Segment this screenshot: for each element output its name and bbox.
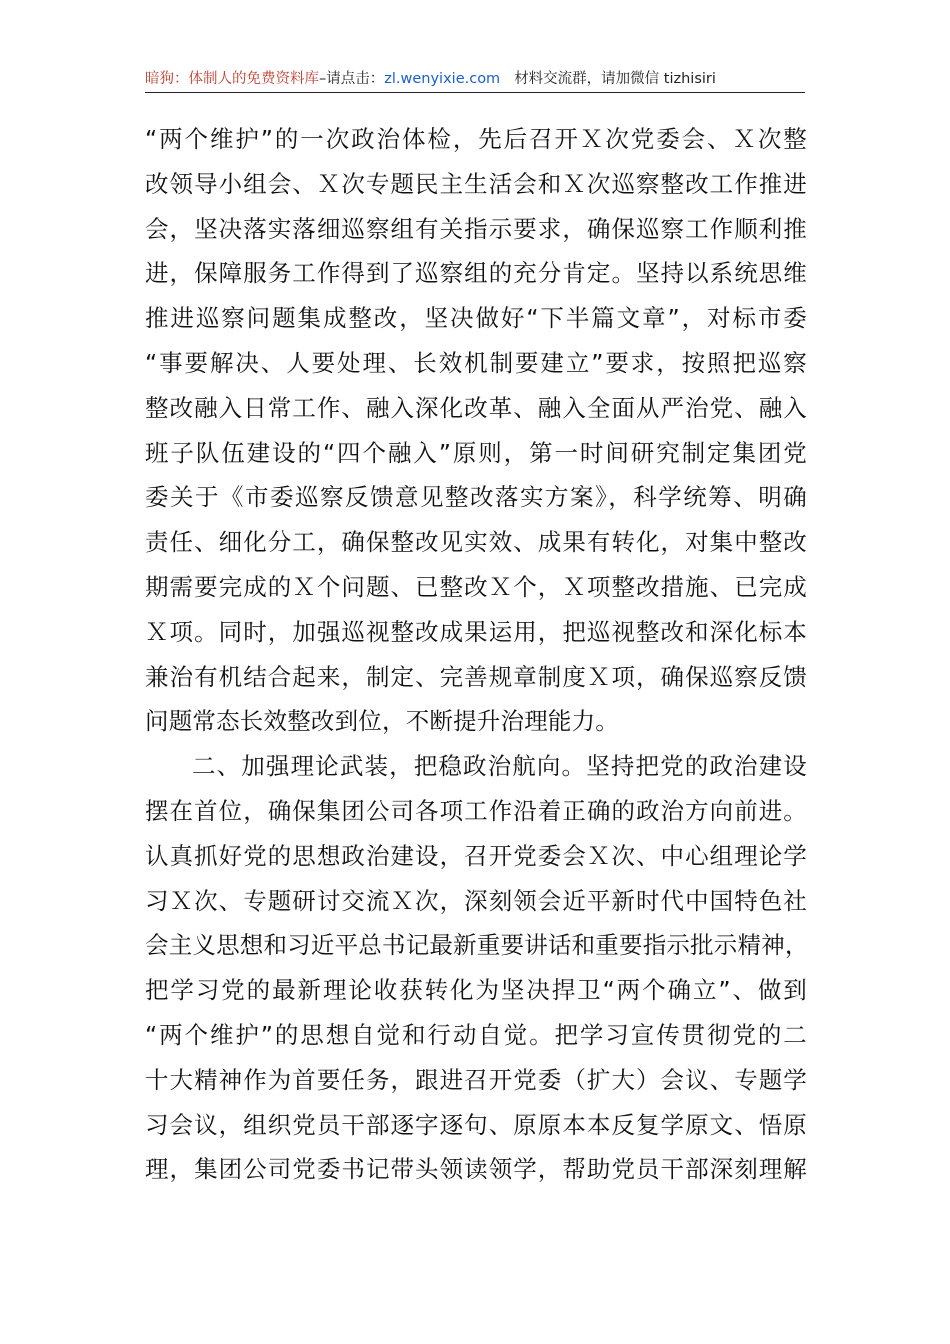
paragraph [145,117,807,744]
text-line: “两个维护”的思想自觉和行动自觉。把学习宣传贯彻党的二 [145,1020,807,1049]
header-contact: 材料交流群，请加微信 tizhisiri [514,71,716,87]
text-line: 整改融入日常工作、融入深化改革、融入全面从严治党、融入 [145,393,807,422]
text-line: 委关于《市委巡察反馈意见整改落实方案》，科学统筹、明确 [145,483,807,512]
text-line: 习会议，组织党员干部逐字逐句、原原本本反复学原文、悟原 [145,1110,807,1139]
text-line: 期需要完成的Ｘ个问题、已整改Ｘ个，Ｘ项整改措施、已完成 [145,572,807,601]
text-line: 理，集团公司党委书记带头领读领学，帮助党员干部深刻理解 [145,1155,807,1184]
text-line: 会，坚决落实落细巡察组有关指示要求，确保巡察工作顺利推 [145,214,807,243]
text-line: 责任、细化分工，确保整改见实效、成果有转化，对集中整改 [145,528,807,557]
text-line: 兼治有机结合起来，制定、完善规章制度Ｘ项，确保巡察反馈 [145,662,807,691]
text-line: Ｘ项。同时，加强巡视整改成果运用，把巡视整改和深化标本 [145,617,807,646]
text-line: 推进巡察问题集成整改，坚决做好“下半篇文章”，对标市委 [145,304,807,333]
document-body [145,117,807,1192]
text-line: “事要解决、人要处理、长效机制要建立”要求，按照把巡察 [145,348,807,377]
header-cta: –请点击： [319,71,385,87]
text-line: 班子队伍建设的“四个融入”原则，第一时间研究制定集团党 [145,438,807,467]
text-line: 改领导小组会、Ｘ次专题民主生活会和Ｘ次巡察整改工作推进 [145,169,807,198]
paragraph [145,744,807,1192]
text-line: 二、加强理论武装，把稳政治航向。坚持把党的政治建设 [192,752,807,781]
text-line: 摆在首位，确保集团公司各项工作沿着正确的政治方向前进。 [145,796,807,825]
header-link[interactable]: zl.wenyixie.com [384,71,501,87]
page-header [145,68,805,93]
text-line: 问题常态长效整改到位，不断提升治理能力。 [145,707,619,736]
text-line: 会主义思想和习近平总书记最新重要讲话和重要指示批示精神， [145,931,809,960]
text-line: 进，保障服务工作得到了巡察组的充分肯定。坚持以系统思维 [145,259,807,288]
header-brand: 暗狗：体制人的免费资料库 [145,71,319,87]
text-line: 习Ｘ次、专题研讨交流Ｘ次，深刻领会近平新时代中国特色社 [145,886,807,915]
text-line: “两个维护”的一次政治体检，先后召开Ｘ次党委会、Ｘ次整 [145,125,807,153]
text-line: 认真抓好党的思想政治建设，召开党委会Ｘ次、中心组理论学 [145,841,807,870]
text-line: 把学习党的最新理论收获转化为坚决捍卫“两个确立”、做到 [145,976,807,1005]
text-line: 十大精神作为首要任务，跟进召开党委（扩大）会议、专题学 [145,1065,807,1094]
